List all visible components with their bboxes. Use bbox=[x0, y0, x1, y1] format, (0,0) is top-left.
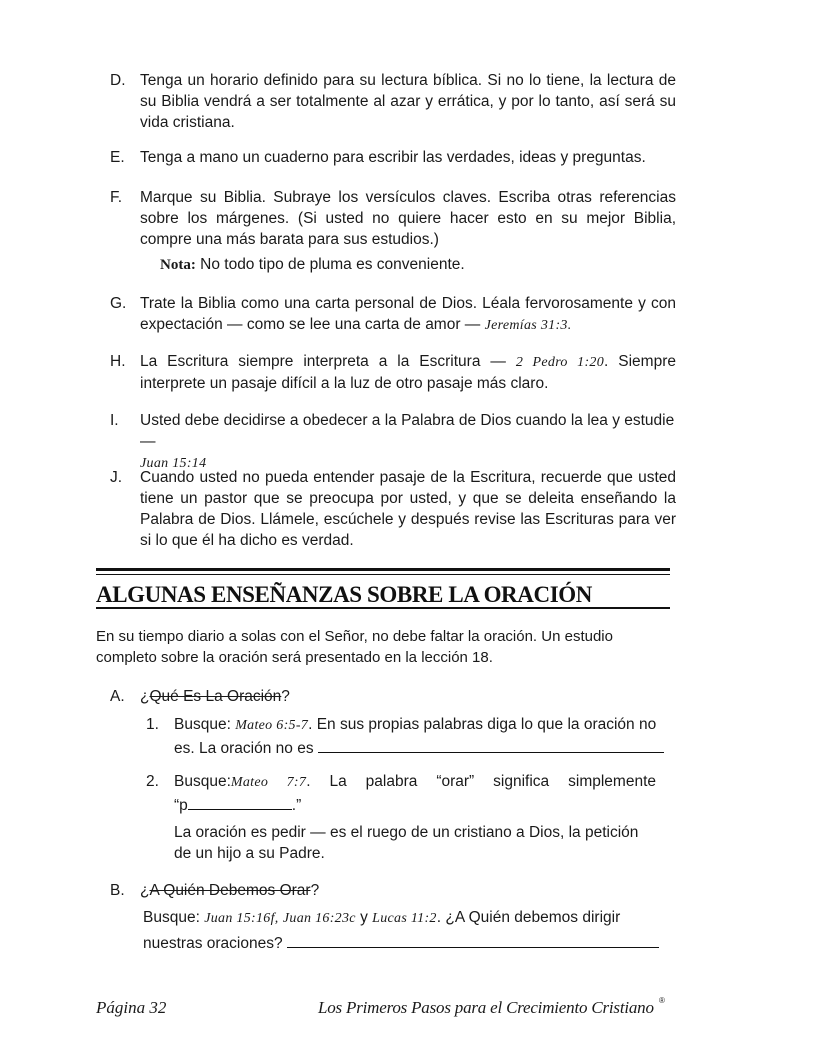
question-title: Qué Es La Oración bbox=[149, 688, 282, 705]
item-text: Marque su Biblia. Subraye los versículos claves. Escriba otras referencias sobre los márgenes. (Si usted no quiere hacer esto en su mejor Biblia, compre una más barata para sus estudios.) bbox=[140, 189, 676, 248]
item-letter: F. bbox=[110, 189, 123, 206]
scripture-reference: Jeremías 31:3. bbox=[484, 318, 572, 333]
sub-number: 2. bbox=[146, 773, 159, 790]
question-close-mark: ? bbox=[310, 882, 320, 899]
item-letter: I. bbox=[110, 412, 119, 429]
subquestion-a1 bbox=[146, 713, 662, 757]
question-letter: A. bbox=[110, 688, 125, 705]
section-rule-thin bbox=[96, 574, 670, 575]
item-letter: E. bbox=[110, 149, 125, 166]
question-close-mark: ? bbox=[281, 688, 290, 705]
answer-blank[interactable] bbox=[318, 737, 664, 753]
sub-text: es. La oración no es bbox=[174, 740, 314, 757]
question-heading bbox=[140, 686, 290, 707]
busque-label: Busque: bbox=[174, 716, 231, 733]
question-open-mark: ¿ bbox=[140, 688, 150, 705]
question-letter: B. bbox=[110, 882, 125, 899]
item-text: Tenga a mano un cuaderno para escribir las verdades, ideas y preguntas. bbox=[140, 149, 646, 166]
scripture-reference: Mateo 7:7 bbox=[230, 775, 307, 790]
note-text: No todo tipo de pluma es conveniente. bbox=[200, 256, 465, 273]
question-b-body bbox=[143, 905, 663, 956]
question-title: A Quién Debemos Orar bbox=[149, 882, 311, 899]
scripture-reference: Juan 15:16f, bbox=[204, 911, 279, 926]
sub-note: La oración es pedir — es el ruego de un cristiano a Dios, la petición de un hijo a su Padre. bbox=[174, 824, 639, 862]
sub-text: . En sus propias palabras diga lo que la oración no bbox=[308, 716, 657, 733]
sub-number: 1. bbox=[146, 716, 159, 733]
sub-text: . ¿A Quién debemos dirigir bbox=[436, 909, 621, 926]
item-text: La Escritura siempre interpreta a la Escritura — bbox=[140, 353, 506, 370]
section-rule-thick bbox=[96, 568, 670, 571]
answer-blank[interactable] bbox=[287, 932, 659, 948]
item-text: Usted debe decidirse a obedecer a la Palabra de Dios cuando la lea y estudie — bbox=[140, 412, 675, 450]
section-intro: En su tiempo diario a solas con el Señor, no debe faltar la oración. Un estudio completo sobre la oración será presentado en la lección 18. bbox=[96, 628, 613, 666]
scripture-reference: Juan 15:14 bbox=[140, 456, 207, 471]
qb-line-1 bbox=[143, 905, 663, 931]
sub-text: . La palabra “orar” significa simplemente bbox=[306, 773, 656, 790]
sub-text: .” bbox=[291, 797, 302, 814]
item-letter: D. bbox=[110, 72, 126, 89]
item-letter: H. bbox=[110, 353, 126, 370]
sub-text: nuestras oraciones? bbox=[143, 935, 283, 952]
item-text: Trate la Biblia como una carta personal de Dios. Léala fervorosamente y con expectación — como se lee una carta de amor — bbox=[140, 295, 676, 333]
sub-line-1 bbox=[174, 770, 656, 795]
scripture-reference: Mateo 6:5-7 bbox=[235, 718, 309, 733]
registered-mark: ® bbox=[659, 996, 665, 1005]
scripture-reference: 2 Pedro 1:20 bbox=[515, 355, 605, 370]
item-letter: J. bbox=[110, 469, 123, 486]
book-title: Los Primeros Pasos para el Crecimiento Cristiano bbox=[318, 998, 654, 1017]
item-body bbox=[140, 293, 676, 336]
question-b bbox=[110, 880, 320, 901]
busque-label: Busque: bbox=[174, 773, 231, 790]
item-letter: G. bbox=[110, 295, 127, 312]
item-text: Tenga un horario definido para su lectura bíblica. Si no lo tiene, la lectura de su Biblia vendrá a ser totalmente al azar y errática, y por lo tanto, así será su vida cristiana. bbox=[140, 72, 676, 131]
note-label: Nota: bbox=[160, 257, 196, 273]
item-text: Cuando usted no pueda entender pasaje de la Escritura, recuerde que usted tiene un pastor que se preocupa por usted, y que se deleita enseñando la Palabra de Dios. Llámele, escúchele y después revise las Escrituras para ver si lo que él ha dicho es verdad. bbox=[140, 469, 676, 549]
sub-text: “p bbox=[174, 797, 188, 814]
sub-line-2 bbox=[174, 737, 664, 761]
question-open-mark: ¿ bbox=[140, 882, 150, 899]
scripture-reference: Juan 16:23c bbox=[282, 911, 356, 926]
item-text-continued: . Siempre interprete un pasaje difícil a la luz de otro pasaje más claro. bbox=[140, 353, 676, 392]
note bbox=[160, 254, 465, 276]
subquestion-a2 bbox=[146, 770, 662, 862]
page-number: Página 32 bbox=[96, 998, 167, 1017]
conjunction: y bbox=[360, 909, 368, 926]
section-title-underline bbox=[96, 607, 670, 609]
answer-blank[interactable] bbox=[188, 794, 292, 810]
item-body bbox=[140, 410, 676, 474]
scripture-reference: Lucas 11:2 bbox=[372, 911, 437, 926]
busque-label: Busque: bbox=[143, 909, 200, 926]
question-a bbox=[110, 686, 290, 707]
section-title: ALGUNAS ENSEÑANZAS SOBRE LA ORACIÓN bbox=[96, 582, 592, 607]
sub-line-1 bbox=[174, 713, 656, 738]
qb-line-2 bbox=[143, 931, 663, 956]
question-heading bbox=[140, 880, 319, 901]
item-body bbox=[140, 351, 676, 394]
sub-line-2 bbox=[174, 794, 301, 818]
